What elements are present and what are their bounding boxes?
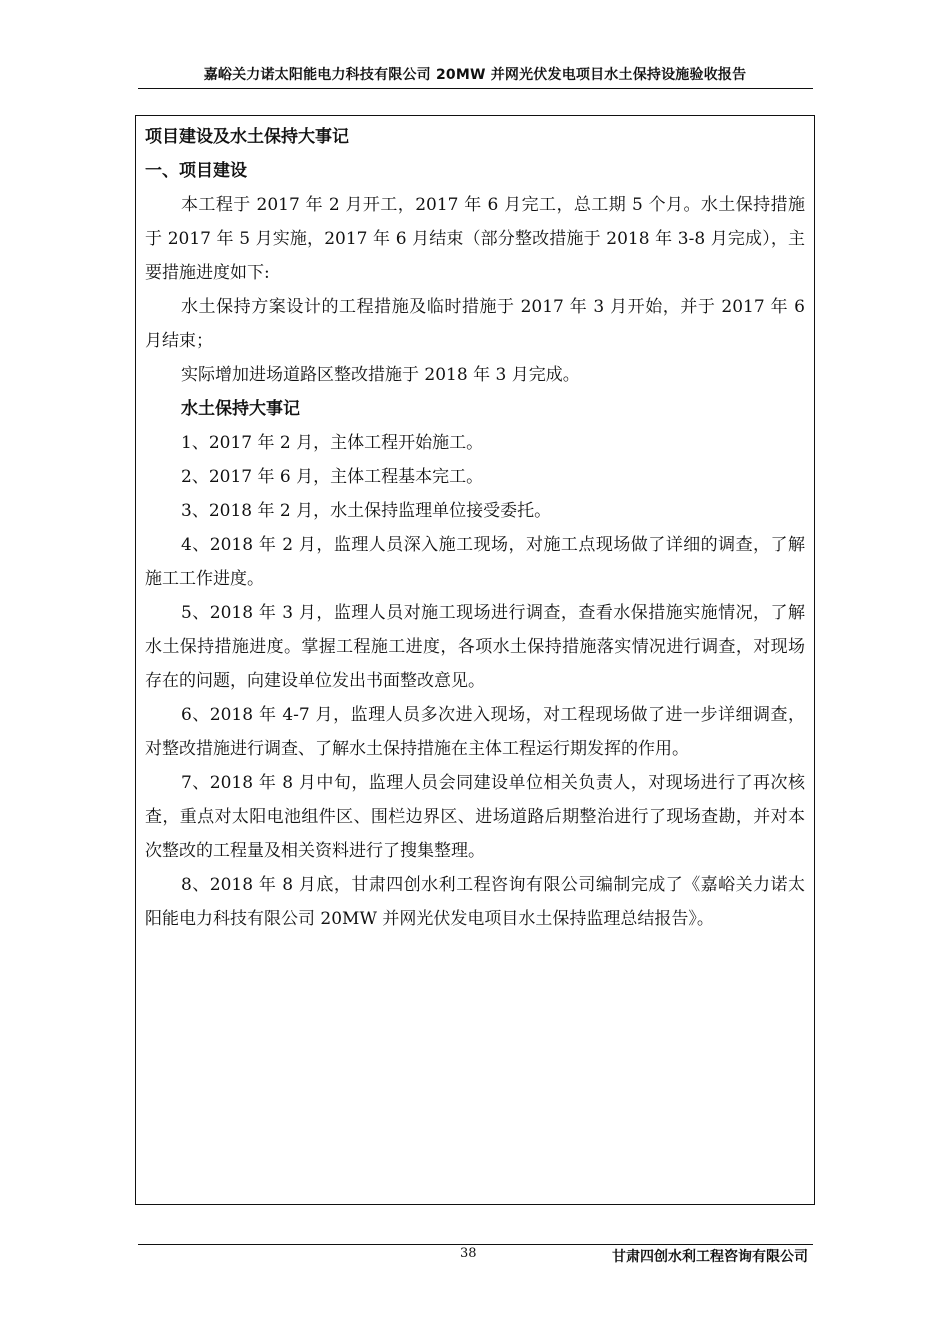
event-item: 4、2018 年 2 月，监理人员深入施工现场，对施工点现场做了详细的调查，了解施工工作进度。: [145, 535, 805, 589]
section-title: 项目建设及水土保持大事记: [145, 127, 349, 147]
paragraph: 水土保持方案设计的工程措施及临时措施于 2017 年 3 月开始，并于 2017 年 6 月结束；: [145, 297, 805, 351]
event-item: 6、2018 年 4-7 月，监理人员多次进入现场，对工程现场做了进一步详细调查，对整改措施进行调查、了解水土保持措施在主体工程运行期发挥的作用。: [145, 705, 805, 759]
subsection-title: 一、项目建设: [145, 161, 247, 181]
event-item: 8、2018 年 8 月底，甘肃四创水利工程咨询有限公司编制完成了《嘉峪关力诺太阳能电力科技有限公司 20MW 并网光伏发电项目水土保持监理总结报告》。: [145, 875, 805, 929]
header-rule: [138, 88, 813, 89]
page-header-title: 嘉峪关力诺太阳能电力科技有限公司 20MW 并网光伏发电项目水土保持设施验收报告: [203, 67, 747, 83]
event-item: 5、2018 年 3 月，监理人员对施工现场进行调查，查看水保措施实施情况，了解水土保持措施进度。掌握工程施工进度，各项水土保持措施落实情况进行调查，对现场存在的问题，向建设单位发出书面整改意见。: [145, 603, 805, 691]
event-item: 3、2018 年 2 月，水土保持监理单位接受委托。: [181, 501, 552, 521]
page-number: 38: [460, 1246, 477, 1261]
event-item: 7、2018 年 8 月中旬，监理人员会同建设单位相关负责人，对现场进行了再次核查，重点对太阳电池组件区、围栏边界区、进场道路后期整治进行了现场查勘，并对本次整改的工程量及相关资料进行了搜集整理。: [145, 773, 805, 861]
paragraph: 本工程于 2017 年 2 月开工，2017 年 6 月完工，总工期 5 个月。水土保持措施于 2017 年 5 月实施，2017 年 6 月结束（部分整改措施于 2018 年 3-8 月完成），主要措施进度如下:: [145, 195, 805, 283]
event-item: 2、2017 年 6 月，主体工程基本完工。: [181, 467, 484, 487]
footer-rule: [138, 1244, 813, 1245]
footer-organization: 甘肃四创水利工程咨询有限公司: [612, 1249, 808, 1265]
event-item: 1、2017 年 2 月，主体工程开始施工。: [181, 433, 484, 453]
document-body: [145, 120, 805, 936]
paragraph: 实际增加进场道路区整改措施于 2018 年 3 月完成。: [181, 365, 580, 385]
events-title: 水土保持大事记: [181, 399, 300, 419]
